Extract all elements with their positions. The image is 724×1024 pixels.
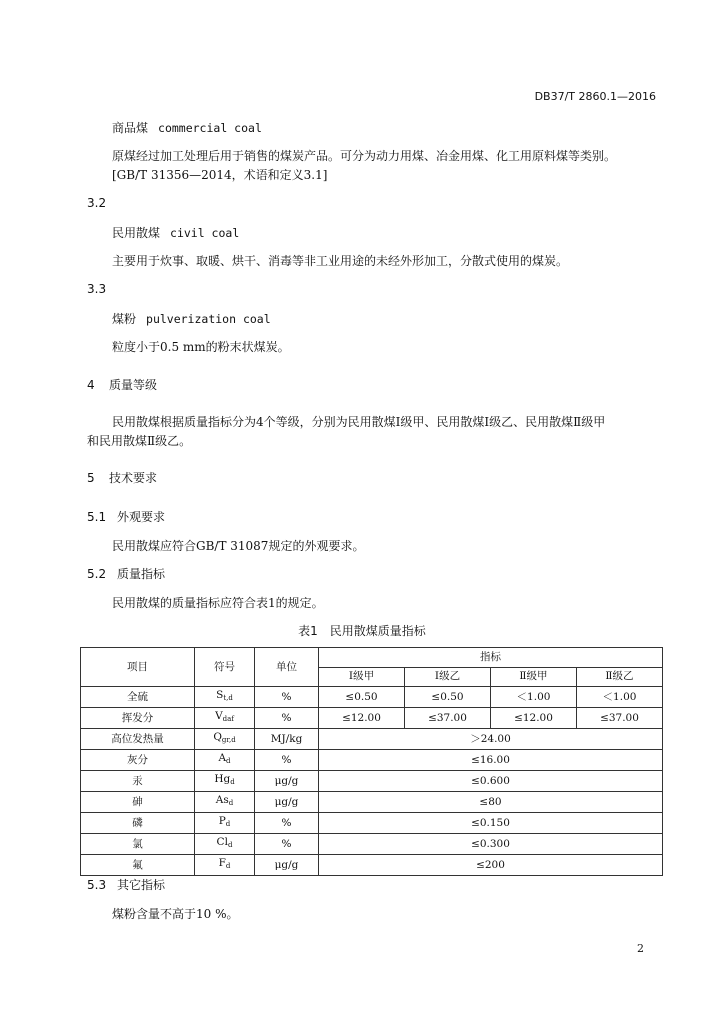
section-title: 质量指标	[117, 567, 166, 581]
symbol-main: As	[215, 794, 229, 806]
table-row	[81, 813, 663, 834]
term-commercial-coal	[112, 119, 262, 136]
section-number: 5.2	[87, 567, 107, 581]
table-row	[81, 771, 663, 792]
symbol-sub: d	[225, 862, 231, 870]
paragraph-line: 和民用散煤Ⅱ级乙。	[87, 434, 192, 448]
cell-item: 汞	[81, 771, 195, 792]
section-number: 5	[87, 471, 95, 485]
symbol-sub: d	[226, 757, 231, 765]
cell-value: ≤0.50	[405, 687, 491, 708]
symbol-main: P	[218, 815, 226, 827]
term-pulverization-coal	[112, 310, 271, 327]
section-title: 其它指标	[117, 878, 166, 892]
cell-symbol	[195, 771, 255, 792]
cell-value: ≤200	[319, 855, 663, 876]
cell-symbol	[195, 729, 255, 750]
cell-item: 挥发分	[81, 708, 195, 729]
section-heading	[87, 376, 157, 393]
cell-symbol	[195, 813, 255, 834]
header-symbol: 符号	[195, 648, 255, 687]
cell-item: 磷	[81, 813, 195, 834]
header-item: 项目	[81, 648, 195, 687]
term-en: commercial coal	[158, 121, 262, 135]
symbol-main: F	[218, 857, 226, 869]
cell-symbol	[195, 855, 255, 876]
term-source: [GB/T 31356—2014，术语和定义3.1]	[112, 168, 328, 182]
header-grade: Ⅱ级乙	[577, 667, 663, 687]
paragraph: 民用散煤的质量指标应符合表1的规定。	[112, 596, 324, 610]
cell-value: ≤12.00	[491, 708, 577, 729]
table-row	[81, 750, 663, 771]
cell-item: 砷	[81, 792, 195, 813]
header-unit: 单位	[255, 648, 319, 687]
table-row	[81, 729, 663, 750]
cell-item: 氟	[81, 855, 195, 876]
cell-symbol	[195, 834, 255, 855]
symbol-sub: t,d	[223, 694, 233, 702]
cell-unit: μg/g	[255, 771, 319, 792]
table-row	[81, 792, 663, 813]
term-en: civil coal	[170, 226, 240, 240]
cell-unit: %	[255, 708, 319, 729]
section-number: 4	[87, 378, 95, 392]
standard-code: DB37/T 2860.1—2016	[534, 90, 656, 103]
subsection-heading	[87, 565, 165, 582]
cell-value: ≤0.150	[319, 813, 663, 834]
section-number: 5.3	[87, 878, 107, 892]
cell-symbol	[195, 687, 255, 708]
cell-symbol	[195, 750, 255, 771]
table-row	[81, 687, 663, 708]
cell-symbol	[195, 708, 255, 729]
symbol-main: Cl	[216, 836, 228, 848]
cell-value: ＜1.00	[577, 687, 663, 708]
symbol-sub: d	[230, 778, 235, 786]
cell-unit: %	[255, 813, 319, 834]
cell-unit: %	[255, 687, 319, 708]
symbol-sub: daf	[222, 715, 234, 723]
cell-value: ≤0.600	[319, 771, 663, 792]
cell-unit: μg/g	[255, 792, 319, 813]
header-indicator: 指标	[319, 648, 663, 668]
header-grade: Ⅱ级甲	[491, 667, 577, 687]
table-row	[81, 855, 663, 876]
symbol-sub: d	[228, 799, 234, 807]
cell-item: 氯	[81, 834, 195, 855]
symbol-sub: gr,d	[221, 736, 236, 744]
table-caption: 表1 民用散煤质量指标	[298, 624, 426, 638]
cell-symbol	[195, 792, 255, 813]
cell-value: ≤12.00	[319, 708, 405, 729]
cell-unit: %	[255, 834, 319, 855]
paragraph-line: 民用散煤根据质量指标分为4个等级，分别为民用散煤Ⅰ级甲、民用散煤Ⅰ级乙、民用散煤Ⅱ级甲	[112, 415, 606, 429]
cell-value: ＜1.00	[491, 687, 577, 708]
cell-value: ＞24.00	[319, 729, 663, 750]
section-title: 外观要求	[117, 510, 166, 524]
symbol-sub: d	[227, 841, 233, 849]
cell-value: ≤0.300	[319, 834, 663, 855]
section-heading	[87, 469, 157, 486]
cell-unit: %	[255, 750, 319, 771]
section-number: 5.1	[87, 510, 107, 524]
subsection-heading	[87, 508, 165, 525]
term-zh: 民用散煤	[112, 226, 161, 240]
cell-unit: MJ/kg	[255, 729, 319, 750]
subsection-heading	[87, 876, 165, 893]
table-row	[81, 708, 663, 729]
cell-value: ≤0.50	[319, 687, 405, 708]
term-civil-coal	[112, 224, 239, 241]
header-grade: Ⅰ级乙	[405, 667, 491, 687]
cell-item: 全硫	[81, 687, 195, 708]
term-definition: 原煤经过加工处理后用于销售的煤炭产品。可分为动力用煤、冶金用煤、化工用原料煤等类别。	[112, 149, 617, 163]
cell-unit: μg/g	[255, 855, 319, 876]
table-header-row	[81, 648, 663, 668]
term-definition: 主要用于炊事、取暖、烘干、消毒等非工业用途的未经外形加工，分散式使用的煤炭。	[112, 254, 569, 268]
cell-item: 灰分	[81, 750, 195, 771]
cell-item: 高位发热量	[81, 729, 195, 750]
cell-value: ≤37.00	[577, 708, 663, 729]
table-row	[81, 834, 663, 855]
symbol-main: V	[215, 710, 223, 722]
symbol-main: S	[216, 689, 224, 701]
term-number: 3.2	[87, 196, 107, 210]
term-number: 3.3	[87, 282, 107, 296]
term-definition: 粒度小于0.5 mm的粉末状煤炭。	[112, 340, 290, 354]
term-zh: 煤粉	[112, 312, 137, 326]
page-number: 2	[637, 942, 644, 955]
term-zh: 商品煤	[112, 121, 149, 135]
quality-table	[80, 647, 663, 876]
symbol-main: Q	[213, 731, 222, 743]
symbol-main: A	[218, 752, 227, 764]
section-title: 技术要求	[109, 471, 158, 485]
header-grade: Ⅰ级甲	[319, 667, 405, 687]
symbol-sub: d	[225, 820, 231, 828]
symbol-main: Hg	[214, 773, 231, 785]
cell-value: ≤80	[319, 792, 663, 813]
term-en: pulverization coal	[146, 312, 271, 326]
paragraph: 民用散煤应符合GB/T 31087规定的外观要求。	[112, 539, 365, 553]
cell-value: ≤16.00	[319, 750, 663, 771]
section-title: 质量等级	[109, 378, 158, 392]
cell-value: ≤37.00	[405, 708, 491, 729]
paragraph: 煤粉含量不高于10 %。	[112, 907, 239, 921]
